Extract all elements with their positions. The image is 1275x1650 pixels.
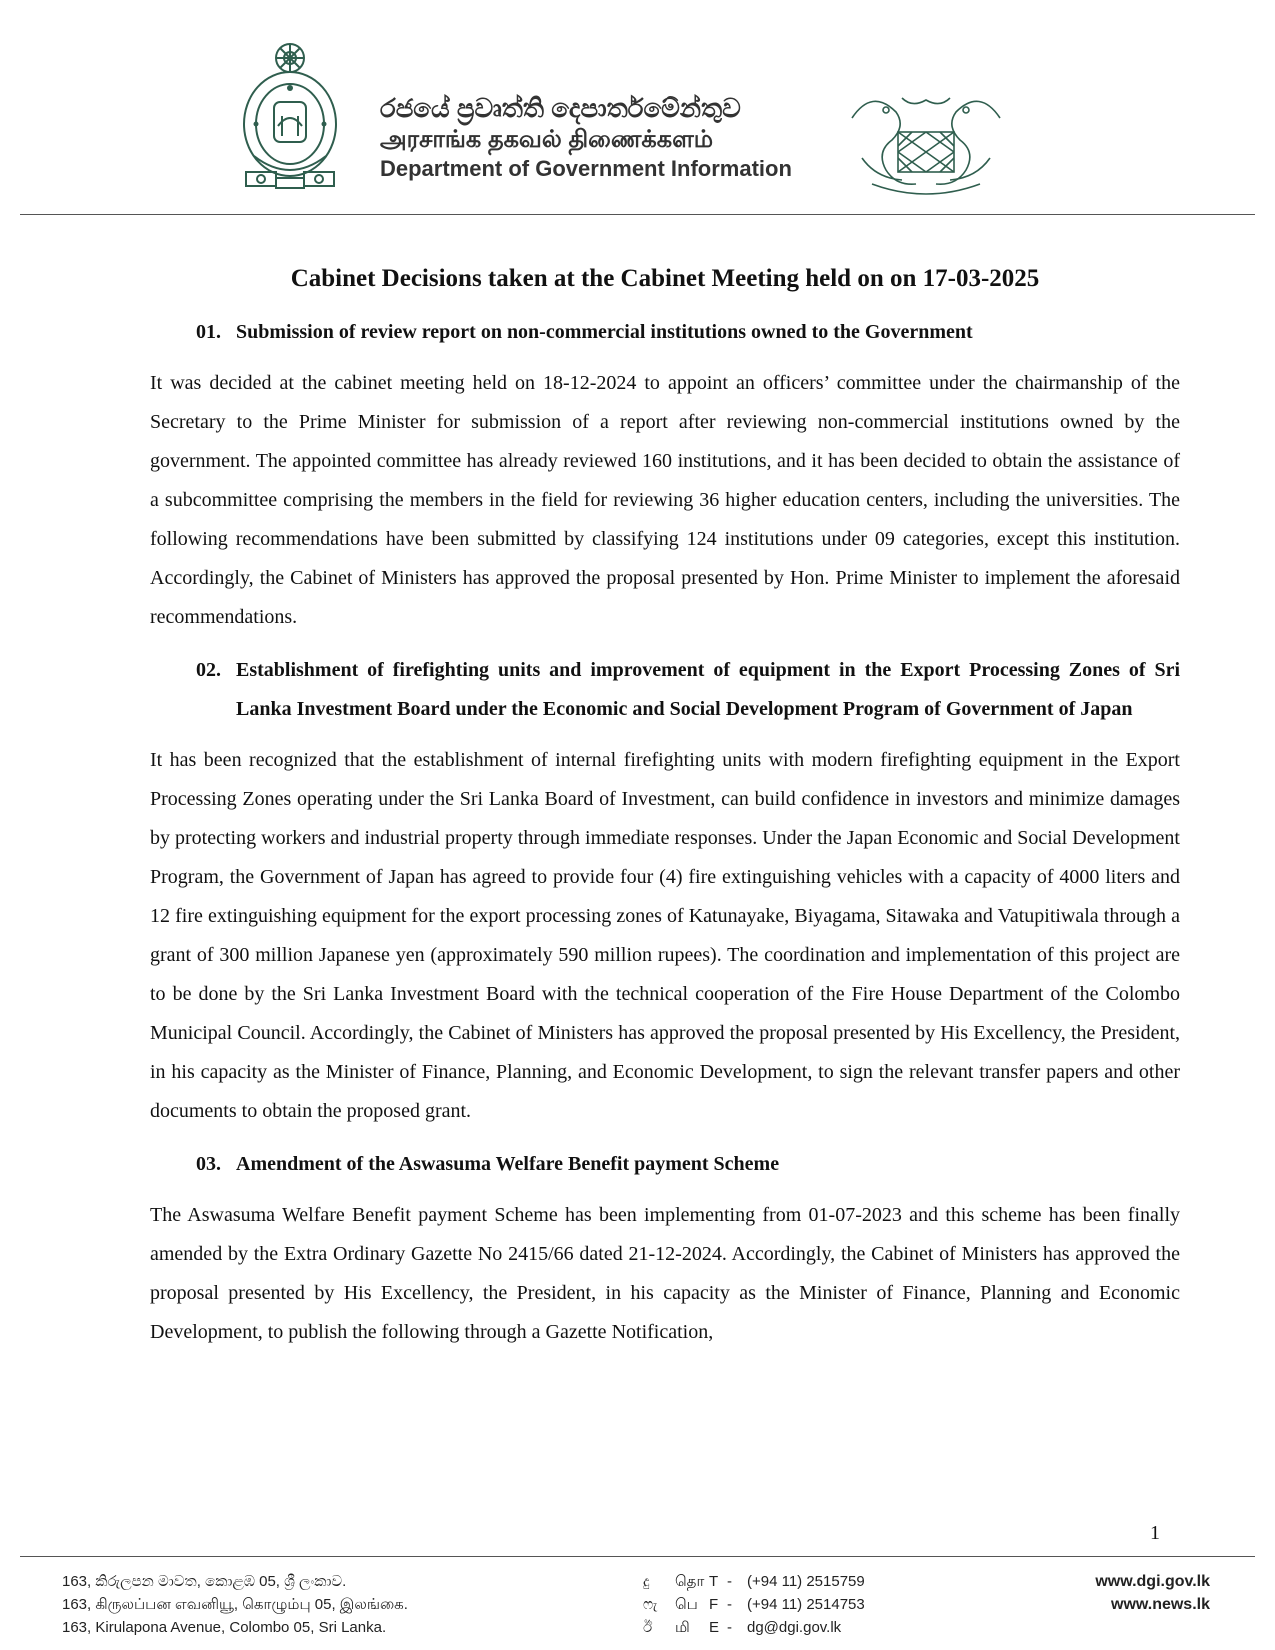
contact-label-sinhala: දු — [643, 1573, 650, 1590]
contact-separator: - — [727, 1573, 732, 1590]
footer — [0, 1562, 1275, 1650]
contact-label-english: T — [709, 1573, 719, 1590]
contact-value[interactable]: dg@dgi.gov.lk — [747, 1619, 842, 1636]
contact-email — [643, 1616, 865, 1639]
address-sinhala: 163, කිරුලපන මාවත, කොළඹ 05, ශ්‍රී ලංකාව. — [62, 1573, 347, 1590]
section-title: Amendment of the Aswasuma Welfare Benefit payment Scheme — [236, 1153, 780, 1175]
section-title: Establishment of firefighting units and improvement of equipment in the Export Processing Zones of Sri Lanka Investment Board under the Economic and Social Development Program of Government of Japan — [236, 659, 1180, 720]
section-number: 02. — [196, 659, 221, 681]
department-names — [380, 92, 830, 182]
section-heading — [196, 651, 1180, 729]
address-tamil: 163, கிருலப்பன எவனியூ, கொழும்பு 05, இலங்கை. — [62, 1596, 408, 1613]
footer-address — [62, 1570, 408, 1639]
contact-telephone — [643, 1570, 865, 1593]
website-link-dgi[interactable]: www.dgi.gov.lk — [1095, 1573, 1210, 1590]
footer-websites — [1060, 1570, 1210, 1616]
contact-label-tamil: தொ — [675, 1573, 705, 1590]
contact-label-tamil: பெ — [675, 1596, 698, 1613]
contact-label-sinhala: ෆැ — [643, 1596, 658, 1613]
contact-label-english: F — [709, 1596, 719, 1613]
website-link-news[interactable]: www.news.lk — [1111, 1596, 1210, 1613]
document-body — [150, 265, 1180, 1366]
contact-fax — [643, 1593, 865, 1616]
contact-value: (+94 11) 2515759 — [747, 1573, 865, 1590]
section-body: It was decided at the cabinet meeting held on 18-12-2024 to appoint an officers’ committee under the chairmanship of the Secretary to the Prime Minister for submission of a report after reviewing non-commercial institutions owned by the government. The appointed committee has already reviewed 160 institutions, and it has been decided to obtain the assistance of a subcommittee comprising the members in the field for reviewing 36 higher education centers, including the universities. The following recommendations have been submitted by classifying 124 institutions under 09 categories, except this institution. Accordingly, the Cabinet of Ministers has approved the proposal presented by Hon. Prime Minister to implement the aforesaid recommendations. — [150, 372, 1180, 628]
section-body: The Aswasuma Welfare Benefit payment Scheme has been implementing from 01-07-2023 and this scheme has been finally amended by the Extra Ordinary Gazette No 2415/66 dated 21-12-2024. Accordingly, the Cabinet of Ministers has approved the proposal presented by His Excellency, the President, in his capacity as the Minister of Finance, Planning and Economic Development, to publish the following through a Gazette Notification, — [150, 1204, 1180, 1343]
section-number: 01. — [196, 321, 221, 343]
department-name-tamil: அரசாங்க தகவல் திணைக்களம் — [380, 125, 714, 153]
contact-label-english: E — [709, 1619, 720, 1636]
page-number: 1 — [1150, 1522, 1160, 1544]
sri-lanka-emblem-icon — [236, 36, 344, 196]
header-divider — [20, 214, 1255, 215]
section-heading — [196, 1145, 1180, 1184]
section-body: It has been recognized that the establishment of internal firefighting units with modern firefighting equipment in the Export Processing Zones operating under the Sri Lanka Board of Investment, can build confidence in investors and minimize damages by protecting workers and industrial property through immediate responses. Under the Japan Economic and Social Development Program, the Government of Japan has agreed to provide four (4) fire extinguishing vehicles with a capacity of 4000 liters and 12 fire extinguishing equipment for the export processing zones of Katunayake, Biyagama, Sitawaka and Vatupitiwala through a grant of 300 million Japanese yen (approximately 590 million rupees). The coordination and implementation of this project are to be done by the Sri Lanka Investment Board with the technical cooperation of the Fire House Department of the Colombo Municipal Council. Accordingly, the Cabinet of Ministers has approved the proposal presented by His Excellency, the President, in his capacity as the Minister of Finance, Planning, and Economic Development, to sign the relevant transfer papers and other documents to obtain the proposed grant. — [150, 749, 1180, 1122]
department-name-english: Department of Government Information — [380, 155, 792, 181]
contact-value: (+94 11) 2514753 — [747, 1596, 865, 1613]
section-title: Submission of review report on non-commercial institutions owned to the Government — [236, 321, 973, 343]
section-number: 03. — [196, 1153, 221, 1175]
department-name-sinhala: රජයේ ප්‍රවෘත්ති දෙපාර්තමේන්තුව — [380, 93, 741, 123]
footer-contacts — [643, 1570, 865, 1639]
section-heading — [196, 313, 1180, 352]
address-english: 163, Kirulapona Avenue, Colombo 05, Sri Lanka. — [62, 1619, 387, 1636]
contact-label-sinhala: ඊ — [643, 1619, 653, 1636]
letterhead — [0, 0, 1275, 225]
document-title: Cabinet Decisions taken at the Cabinet Meeting held on on 17-03-2025 — [290, 265, 1040, 292]
footer-divider — [20, 1556, 1255, 1557]
contact-label-tamil: மி — [675, 1619, 690, 1636]
contact-separator: - — [727, 1619, 732, 1636]
contact-separator: - — [727, 1596, 732, 1613]
decorative-swan-motif-icon — [842, 88, 1010, 200]
